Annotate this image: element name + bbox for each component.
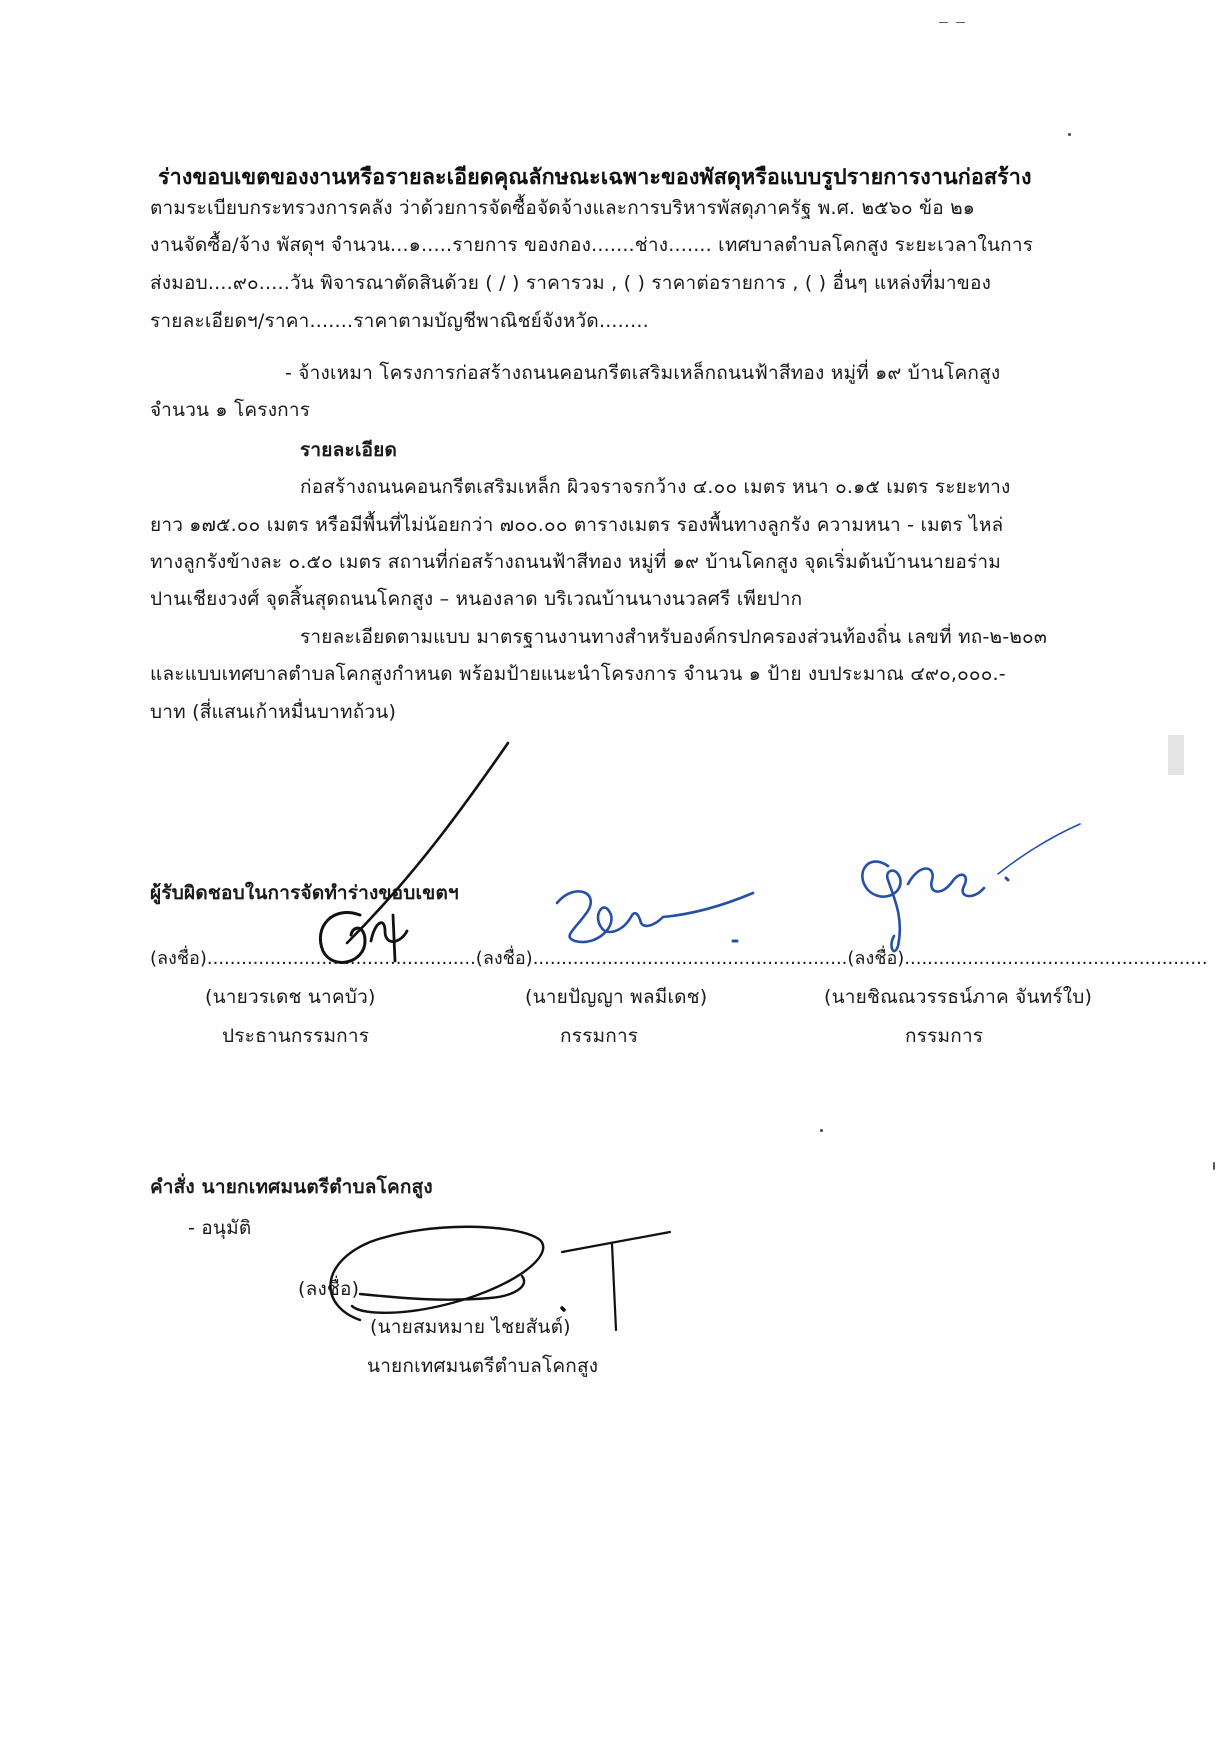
member-1-position: ประธานกรรมการ <box>222 1025 370 1047</box>
mayor-signature <box>300 1210 680 1345</box>
scan-smudge <box>1168 735 1184 775</box>
scan-speck <box>956 22 965 23</box>
member-2-signature <box>545 875 765 965</box>
scan-speck <box>939 22 948 23</box>
details-line-4: ปานเชียงวงศ์ จุดสิ้นสุดถนนโคกสูง – หนองลาด บริเวณบ้านนางนวลศรี เพียปาก <box>150 588 803 610</box>
order-position: นายกเทศมนตรีตำบลโคกสูง <box>367 1355 599 1377</box>
details-line-5: รายละเอียดตามแบบ มาตรฐานงานทางสำหรับองค์กรปกครองส่วนท้องถิ่น เลขที่ ทถ-๒-๒๐๓ <box>300 626 1048 648</box>
committee-heading: ผู้รับผิดชอบในการจัดทำร่างขอบเขตฯ <box>150 882 459 904</box>
order-name: (นายสมหมาย ไชยสันต์) <box>370 1316 571 1338</box>
member-2-position: กรรมการ <box>560 1025 639 1047</box>
member-3-position: กรรมการ <box>905 1025 984 1047</box>
details-line-1: ก่อสร้างถนนคอนกรีตเสริมเหล็ก ผิวจราจรกว้าง ๔.๐๐ เมตร หนา ๐.๑๕ เมตร ระยะทาง <box>300 476 1011 498</box>
document-title: ร่างขอบเขตของงานหรือรายละเอียดคุณลักษณะเฉพาะของพัสดุหรือแบบรูปรายการงานก่อสร้าง <box>158 165 1032 190</box>
order-heading: คำสั่ง นายกเทศมนตรีตำบลโคกสูง <box>150 1176 433 1198</box>
member-3-name: (นายชิณณวรรธน์ภาค จันทร์ใบ) <box>824 986 1093 1008</box>
scan-speck <box>1213 1162 1215 1170</box>
committee-sign-line: (ลงชื่อ)...............................................(ลงชื่อ).......................................................(ลงชื่อ)..................................................... <box>150 948 1208 969</box>
order-decision: - อนุมัติ <box>188 1217 252 1239</box>
details-line-2: ยาว ๑๗๕.๐๐ เมตร หรือมีพื้นที่ไม่น้อยกว่า ๗๐๐.๐๐ ตารางเมตร รองพื้นทางลูกรัง ความหนา - เมตร ไหล่ <box>150 514 1004 536</box>
project-line-2: จำนวน ๑ โครงการ <box>150 399 311 421</box>
details-line-7: บาท (สี่แสนเก้าหมื่นบาทถ้วน) <box>150 701 397 723</box>
header-line-2: งานจัดซื้อ/จ้าง พัสดุฯ จำนวน...๑.....รายการ ของกอง.......ช่าง....... เทศบาลตำบลโคกสูง ระยะเวลาในการ <box>150 234 1034 256</box>
header-line-3: ส่งมอบ....๙๐.....วัน พิจารณาตัดสินด้วย ( / ) ราคารวม , ( ) ราคาต่อรายการ , ( ) อื่นๆ แหล่งที่มาของ <box>150 272 992 294</box>
details-heading: รายละเอียด <box>300 439 398 461</box>
header-line-1: ตามระเบียบกระทรวงการคลัง ว่าด้วยการจัดซื้อจัดจ้างและการบริหารพัสดุภาครัฐ พ.ศ. ๒๕๖๐ ข้อ ๒๑ <box>150 197 976 219</box>
member-3-signature <box>848 818 1088 968</box>
member-2-name: (นายปัญญา พลมีเดช) <box>525 986 708 1008</box>
chairman-signature <box>295 735 525 980</box>
project-line-1: - จ้างเหมา โครงการก่อสร้างถนนคอนกรีตเสริมเหล็กถนนฟ้าสีทอง หมู่ที่ ๑๙ บ้านโคกสูง <box>285 362 1001 384</box>
scan-speck <box>820 1129 823 1132</box>
member-1-name: (นายวรเดช นาคบัว) <box>205 986 376 1008</box>
header-line-4: รายละเอียดฯ/ราคา.......ราคาตามบัญชีพาณิชย์จังหวัด........ <box>150 310 649 332</box>
details-line-3: ทางลูกรังข้างละ ๐.๕๐ เมตร สถานที่ก่อสร้างถนนฟ้าสีทอง หมู่ที่ ๑๙ บ้านโคกสูง จุดเริ่มต้นบ้านนายอร่าม <box>150 551 1001 573</box>
order-sign-label: (ลงชื่อ) <box>298 1278 360 1300</box>
details-line-6: และแบบเทศบาลตำบลโคกสูงกำหนด พร้อมป้ายแนะนำโครงการ จำนวน ๑ ป้าย งบประมาณ ๔๙๐,๐๐๐.- <box>150 663 1006 685</box>
scan-speck <box>1068 133 1071 136</box>
